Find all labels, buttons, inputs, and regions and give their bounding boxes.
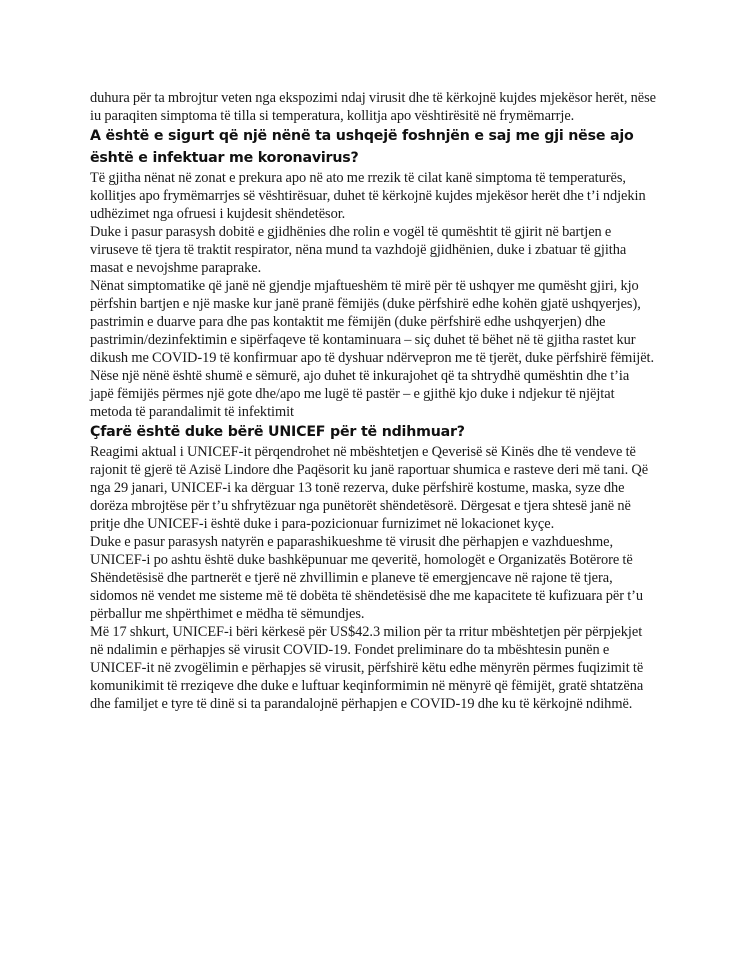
paragraph-intro: duhura për ta mbrojtur veten nga ekspozimi ndaj virusit dhe të kërkojnë kujdes mjekësor herët, nëse iu paraqiten simptoma të tilla si temperatura, kollitja apo vështirësitë në frymëmarrje. — [90, 90, 657, 124]
paragraph-all-mothers: Të gjitha nënat në zonat e prekura apo në ato me rrezik të cilat kanë simptoma të temperaturës, kollitjes apo frymëmarrjes së vështirësuar, duhet të kërkojnë kujdes mjekësor herët dhe t’i ndjekin udhëzimet nga ofruesi i kujdesit shëndetësor. — [90, 170, 646, 222]
paragraph-benefits: Duke i pasur parasysh dobitë e gjidhënies dhe rolin e vogël të qumështit të gjirit në bartjen e viruseve të tjera të traktit respirator, nëna mund ta vazhdojë gjidhënien, duke i zbatuar të gjitha masat e nevojshme paraprake. — [90, 224, 627, 276]
paragraph-symptomatic-mothers: Nënat simptomatike që janë në gjendje mjaftueshëm të mirë për të ushqyer me qumësht gjiri, kjo përfshin bartjen e një maske kur janë pranë fëmijës (duke përfshirë edhe kohën gjatë ushqyerjes), pastrimin e duarve para dhe pas kontaktit me fëmijën (duke përfshirë edhe ushqyerjen) dhe pastrimin/dezinfektimin e sipërfaqeve të kontaminuara – siç duhet të bëhet në të gjitha rastet kur dikush me COVID-19 të konfirmuar apo të dyshuar ndërvepron me të tjerët, duke përfshirë fëmijët. — [90, 278, 655, 366]
paragraph-funding-appeal: Më 17 shkurt, UNICEF-i bëri kërkesë për US$42.3 milion për ta rritur mbështetjen për përpjekjet në ndalimin e përhapjes së virusit COVID-19. Fondet preliminare do ta mbështesin punën e UNICEF-it në zvogëlimin e përhapjes së virusit, përfshirë këtu edhe mënyrën përmes fuqizimit të komunikimit të rreziqeve dhe duke e luftuar keqinformimin në mënyrë që fëmijët, gratë shtatzëna dhe familjet e tyre të dinë si ta parandalojnë përhapjen e COVID-19 dhe ku të kërkojnë ndihmë. — [90, 624, 644, 712]
paragraph-very-ill-mother: Nëse një nënë është shumë e sëmurë, ajo duhet të inkurajohet që ta shtrydhë qumështin dhe t’ia japë fëmijës përmes një gote dhe/apo me lugë të pastër – e gjithë kjo duke i ndjekur të njëjtat metoda të parandalimit të infektimit — [90, 368, 630, 420]
paragraph-unicef-response: Reagimi aktual i UNICEF-it përqendrohet në mbështetjen e Qeverisë së Kinës dhe të vendeve të rajonit të gjerë të Azisë Lindore dhe Paqësorit ku janë raportuar shumica e rasteve deri më tani. Që nga 29 janari, UNICEF-i ka dërguar 13 tonë rezerva, duke përfshirë kostume, maska, syze dhe dorëza mbrojtëse për t’u shfrytëzuar nga punëtorët shëndetësorë. Dërgesat e tjera shtesë janë në pritje dhe UNICEF-i është duke i para-pozicionuar furnizimet në lokacionet kyçe. — [90, 444, 649, 532]
paragraph-unicef-planning: Duke e pasur parasysh natyrën e paparashikueshme të virusit dhe përhapjen e vazhdueshme, UNICEF-i po ashtu është duke bashkëpunuar me qeveritë, homologët e Organizatës Botërore të Shëndetësisë dhe partnerët e tjerë në zhvillimin e planeve të emergjencave në rajone të tjera, sidomos në vendet me sisteme më të dobëta të shëndetësisë dhe me kapacitete të kufizuara për t’u përballur me shpërthimet e mëdha të sëmundjes. — [90, 534, 644, 622]
heading-unicef-help: Çfarë është duke bërë UNICEF për të ndihmuar? — [90, 424, 465, 440]
document-body — [90, 89, 656, 713]
heading-breastfeeding: A është e sigurt që një nënë ta ushqejë foshnjën e saj me gji nëse ajo është e infektuar me koronavirus? — [90, 128, 634, 166]
